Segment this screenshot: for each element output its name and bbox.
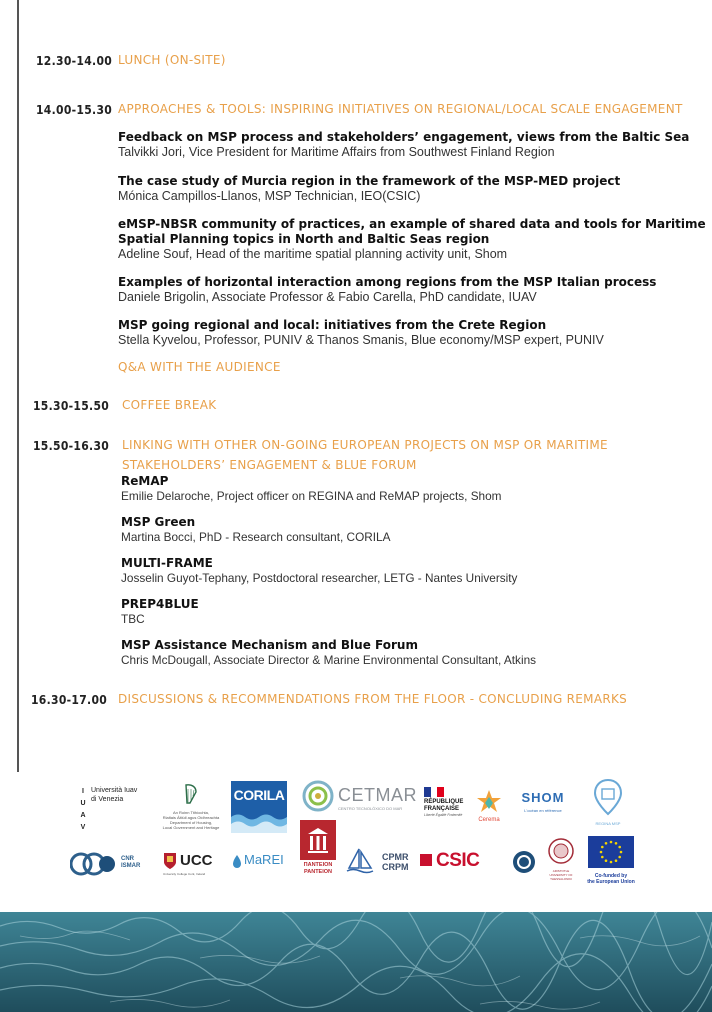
talk-title: Examples of horizontal interaction among regions from the MSP Italian process — [118, 275, 657, 289]
csic-text: CSIC — [436, 850, 480, 871]
regina-pin-icon — [593, 778, 623, 816]
talk-speaker: Talvikki Jori, Vice President for Maritime Affairs from Southwest Finland Region — [118, 145, 555, 159]
corila-text: CORILA — [233, 787, 285, 803]
time-approaches: 14.00-15.30 — [36, 103, 113, 117]
cpmr-text: CRPM — [382, 862, 409, 872]
session-coffee: COFFEE BREAK — [122, 398, 217, 412]
session-approaches: APPROACHES & TOOLS: INSPIRING INITIATIVES ON REGIONAL/LOCAL SCALE ENGAGEMENT — [118, 102, 683, 116]
aristotle-text: UNIVERSITY OF — [549, 873, 573, 877]
project-title: PREP4BLUE — [121, 597, 199, 611]
cnr-text: CNR — [121, 856, 134, 862]
republique-text: FRANÇAISE — [424, 806, 460, 812]
marei-text: MaREI — [244, 852, 284, 867]
ucc-crest-icon — [163, 852, 177, 870]
eu-flag-icon — [588, 836, 634, 868]
cetmar-text: CETMAR — [338, 785, 417, 805]
temple-icon — [306, 826, 330, 854]
cetmar-sub: CENTRO TECNOLÓXICO DO MAR — [338, 806, 403, 811]
timeline-line — [17, 0, 19, 772]
aristotle-logo — [542, 838, 580, 880]
project-title: MSP Green — [121, 515, 196, 529]
project-speaker: Emilie Delaroche, Project officer on REGINA and ReMAP projects, Shom — [121, 489, 502, 503]
ireland-dept-logo — [160, 783, 222, 835]
shom-logo — [514, 790, 572, 824]
panteion-text: ΠΑΝΤΕΙΟΝ — [303, 862, 333, 868]
talk-title: The case study of Murcia region in the framework of the MSP-MED project — [118, 174, 621, 188]
project-speaker: Chris McDougall, Associate Director & Marine Environmental Consultant, Atkins — [121, 653, 537, 667]
talk-speaker: Stella Kyvelou, Professor, PUNIV & Thanos Smanis, Blue economy/MSP expert, PUNIV — [118, 333, 604, 347]
republique-motto: Liberté Égalité Fraternité — [424, 813, 463, 817]
panteion-sub: PANTEION — [303, 869, 332, 875]
project-title: ReMAP — [121, 474, 169, 488]
talk-title: eMSP-NBSR community of practices, an example of shared data and tools for Maritime — [118, 217, 706, 231]
panteion-emblem — [300, 820, 336, 860]
cerema-text: Cerema — [478, 817, 500, 823]
ieo-emblem-icon — [512, 850, 536, 874]
eu-text: Co-funded by — [594, 873, 628, 879]
ireland-text: Department of Housing, — [169, 820, 213, 825]
project-title: MULTI-FRAME — [121, 556, 213, 570]
panteion-logo — [300, 820, 336, 882]
corila-logo — [231, 781, 287, 833]
sailboat-logo — [345, 846, 375, 876]
talk-title: Feedback on MSP process and stakeholders’ engagement, views from the Baltic Sea — [118, 130, 690, 144]
project-speaker: Martina Bocci, PhD - Research consultant, CORILA — [121, 530, 391, 544]
cnr-ismar-logo — [70, 850, 154, 880]
marei-drop-icon — [232, 854, 242, 868]
iuav-letter: V — [80, 824, 86, 831]
time-lunch: 12.30-14.00 — [36, 54, 113, 68]
time-discussions: 16.30-17.00 — [31, 693, 108, 707]
cnr-emblem-icon — [70, 852, 118, 876]
harp-icon — [184, 783, 198, 805]
cerema-star-icon — [476, 789, 502, 813]
ucc-text: UCC — [180, 852, 213, 869]
marei-logo — [232, 852, 292, 878]
talk-speaker: Daniele Brigolin, Associate Professor & Fabio Carella, PhD candidate, IUAV — [118, 290, 537, 304]
session-linking: LINKING WITH OTHER ON-GOING EUROPEAN PROJECTS ON MSP OR MARITIME — [122, 438, 608, 452]
regina-msp-logo — [586, 778, 630, 828]
french-flag-icon — [424, 787, 444, 797]
csic-logo — [420, 851, 502, 875]
talk-speaker: Adeline Souf, Head of the maritime spatial planning activity unit, Shom — [118, 247, 508, 261]
ieo-logo — [512, 850, 536, 874]
eu-text: the European Union — [587, 879, 635, 885]
cetmar-logo — [302, 780, 417, 814]
ucc-logo — [163, 850, 219, 880]
wave-icon — [231, 809, 287, 833]
regina-text: REGINA MSP — [595, 821, 621, 826]
sea-texture — [0, 912, 712, 1012]
cerema-logo — [472, 789, 506, 823]
cetmar-emblem-icon — [302, 780, 334, 812]
project-speaker: Josselin Guyot-Tephany, Postdoctoral researcher, LETG - Nantes University — [121, 571, 518, 585]
csic-emblem-icon — [420, 854, 432, 866]
republique-text: RÉPUBLIQUE — [424, 799, 464, 805]
aristotle-text: ARISTOTLE — [552, 869, 570, 873]
shom-text: SHOM — [521, 790, 565, 805]
ireland-text: An Roinn Tithíochta, — [172, 810, 210, 815]
iuav-letter: I — [82, 788, 84, 795]
session-discussions: DISCUSSIONS & RECOMMENDATIONS FROM THE FLOOR - CONCLUDING REMARKS — [118, 692, 628, 706]
iuav-name: di Venezia — [91, 796, 124, 803]
shom-sub: L'océan en référence — [524, 808, 562, 813]
cpmr-text: CPMR — [382, 852, 409, 862]
ireland-text: Rialtais Áitiúil agus Oidhreachta — [162, 815, 220, 820]
aristotle-seal-icon — [548, 838, 574, 864]
cpmr-logo — [382, 852, 414, 876]
talk-title: Spatial Planning topics in North and Baltic Seas region — [118, 232, 490, 246]
sailboat-icon — [345, 846, 375, 876]
cnr-sub: ISMAR — [121, 863, 141, 869]
qa-label: Q&A WITH THE AUDIENCE — [118, 360, 281, 374]
ireland-text: Local Government and Heritage — [162, 825, 220, 830]
session-lunch: LUNCH (ON-SITE) — [118, 53, 226, 67]
iuav-letter: A — [80, 812, 86, 819]
session-linking: STAKEHOLDERS’ ENGAGEMENT & BLUE FORUM — [122, 458, 417, 472]
talk-title: MSP going regional and local: initiatives from the Crete Region — [118, 318, 547, 332]
aristotle-text: THESSALONIKI — [550, 877, 572, 881]
project-speaker: TBC — [121, 612, 145, 626]
time-linking: 15.50-16.30 — [33, 439, 110, 453]
eu-cofunded-logo — [584, 836, 638, 886]
iuav-letter: U — [80, 800, 86, 807]
time-coffee: 15.30-15.50 — [33, 399, 110, 413]
ucc-sub: University College Cork, Ireland — [163, 872, 206, 876]
project-title: MSP Assistance Mechanism and Blue Forum — [121, 638, 418, 652]
talk-speaker: Mónica Campillos-Llanos, MSP Technician, IEO(CSIC) — [118, 189, 421, 203]
iuav-name: Università Iuav — [91, 787, 138, 794]
sea-footer-image — [0, 912, 712, 1012]
